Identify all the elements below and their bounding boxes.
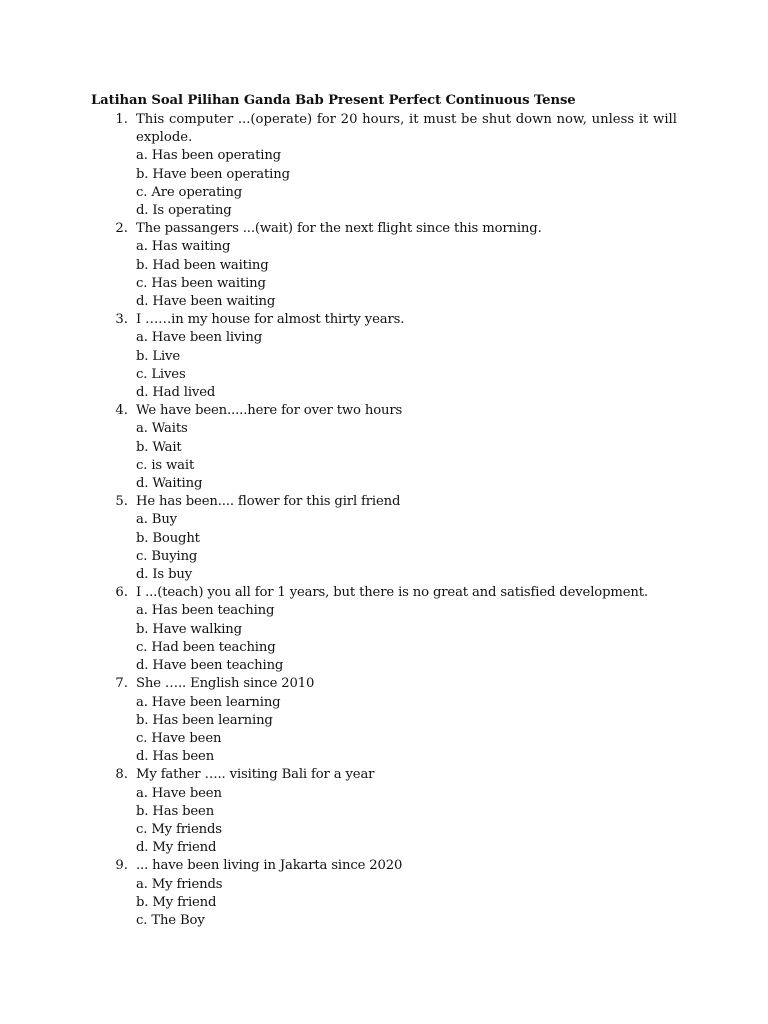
answer-option: b. Live: [136, 348, 181, 364]
answer-option: a. Has waiting: [136, 239, 231, 255]
question-item: [0, 766, 768, 857]
question-text: He has been.... flower for this girl friend: [136, 494, 401, 510]
question-item: [0, 402, 768, 493]
answer-option: a. Has been teaching: [136, 603, 275, 619]
question-item: [0, 675, 768, 766]
answer-option: c. The Boy: [136, 912, 205, 928]
answer-option: a. Have been: [136, 785, 222, 801]
answer-option: c. Buying: [136, 548, 198, 564]
answer-option: a. Have been learning: [136, 694, 281, 710]
question-number: 8.: [115, 767, 128, 783]
answer-option: a. Waits: [136, 421, 188, 437]
answer-option: a. Have been living: [136, 330, 262, 346]
answer-option: b. Wait: [136, 439, 182, 455]
answer-option: d. Is operating: [136, 203, 232, 219]
question-text: We have been.....here for over two hours: [136, 403, 403, 419]
question-list: [0, 111, 768, 930]
answer-option: c. Have been: [136, 730, 222, 746]
question-number: 2.: [115, 221, 128, 237]
question-item: [0, 311, 768, 402]
question-number: 3.: [115, 312, 128, 328]
answer-option: b. Has been learning: [136, 712, 273, 728]
answer-option: a. My friends: [136, 876, 223, 892]
answer-option: b. Has been: [136, 803, 215, 819]
question-text: This computer ...(operate) for 20 hours, it must be shut down now, unless it will explode.: [136, 112, 677, 146]
question-text: The passangers ...(wait) for the next flight since this morning.: [136, 221, 542, 237]
question-item: [0, 493, 768, 584]
answer-options: [0, 602, 768, 675]
answer-option: a. Buy: [136, 512, 177, 528]
question-item: [0, 220, 768, 311]
answer-options: [0, 147, 768, 220]
question-text: My father ….. visiting Bali for a year: [136, 767, 375, 783]
answer-options: [0, 876, 768, 931]
question-number: 7.: [115, 676, 128, 692]
answer-option: b. Bought: [136, 530, 200, 546]
answer-option: c. Had been teaching: [136, 639, 276, 655]
question-number: 6.: [115, 585, 128, 601]
answer-option: d. My friend: [136, 840, 217, 856]
question-text: She ….. English since 2010: [136, 676, 315, 692]
answer-option: d. Had lived: [136, 385, 216, 401]
answer-option: c. My friends: [136, 821, 222, 837]
answer-options: [0, 238, 768, 311]
answer-option: d. Is buy: [136, 567, 193, 583]
answer-option: b. Have walking: [136, 621, 242, 637]
answer-options: [0, 785, 768, 858]
answer-option: d. Has been: [136, 749, 215, 765]
document-title: Latihan Soal Pilihan Ganda Bab Present Perfect Continuous Tense: [91, 93, 576, 108]
question-text: ... have been living in Jakarta since 2020: [136, 858, 403, 874]
answer-option: c. Are operating: [136, 184, 242, 200]
question-item: [0, 111, 768, 220]
answer-options: [0, 511, 768, 584]
answer-option: b. Had been waiting: [136, 257, 269, 273]
question-text: I ……in my house for almost thirty years.: [136, 312, 405, 328]
answer-option: c. Lives: [136, 366, 186, 382]
question-item: [0, 584, 768, 675]
answer-options: [0, 420, 768, 493]
answer-option: d. Have been waiting: [136, 294, 276, 310]
answer-option: b. My friend: [136, 894, 217, 910]
answer-option: d. Waiting: [136, 476, 203, 492]
question-text: I ...(teach) you all for 1 years, but there is no great and satisfied development.: [136, 585, 648, 601]
answer-options: [0, 329, 768, 402]
answer-options: [0, 694, 768, 767]
answer-option: a. Has been operating: [136, 148, 281, 164]
question-number: 5.: [115, 494, 128, 510]
question-number: 9.: [115, 858, 128, 874]
answer-option: d. Have been teaching: [136, 658, 284, 674]
answer-option: c. is wait: [136, 457, 195, 473]
question-number: 4.: [115, 403, 128, 419]
question-item: [0, 857, 768, 930]
answer-option: c. Has been waiting: [136, 275, 266, 291]
answer-option: b. Have been operating: [136, 166, 290, 182]
question-number: 1.: [115, 112, 128, 127]
